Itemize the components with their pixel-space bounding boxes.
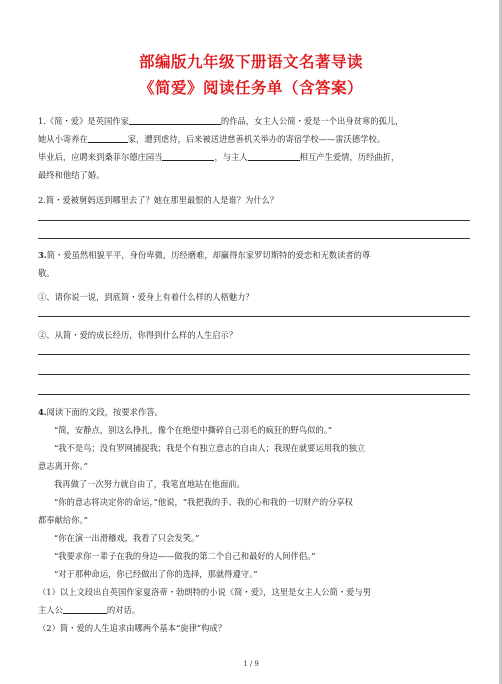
question-1 [38,112,470,184]
q3-text-1: 简・爱虽然相貌平平，身份卑微，历经磨难，却赢得东家罗切斯特的爱恋和无数读者的尊 [46,250,371,260]
q1-line-1 [38,112,470,130]
q1-blank-author[interactable] [129,114,221,125]
passage-line: 都奉献给你。” [38,515,88,525]
q1-text-e: 毕业后，应聘来到桑菲尔德庄园当 [38,152,163,162]
q3-sub-2: ②、从简・爱的成长经历，你得到什么样的人生启示？ [38,330,238,340]
page-number: 1 / 9 [243,660,259,668]
question-2: 2.简・爱被舅妈送到哪里去了？她在那里最恨的人是谁？为什么？ [38,195,279,205]
q1-text-d: 家，遭到虐待，后来被送进慈善机关举办的寄宿学校——雷沃德学校。 [127,134,386,144]
passage-line: “你的意志将决定你的命运，”他说，“我把我的手、我的心和我的一切财产的分享权 [54,497,353,507]
question-3 [38,246,470,282]
q1-text-a: 1.《简・爱》是英国作家 [38,116,129,126]
q4-sub-1-line-2 [38,601,470,619]
q3-sub-1: ①、请你说一说，到底简・爱身上有着什么样的人格魅力？ [38,292,254,302]
q1-text-c: 她从小寄养在 [38,134,88,144]
answer-line[interactable] [38,220,470,221]
passage-line: “我要求你一辈子在我的身边——做我的第二个自己和最好的人间伴侣。” [54,551,316,561]
q1-line-4: 最终和他结了婚。 [38,170,105,180]
q4-sub-1-line-1: （1）以上文段出自英国作家夏洛蒂・勃朗特的小说《简・爱》，这里是女主人公简・爱与男 [38,587,372,597]
passage-line: “对于那种命运，你已经做出了你的选择，那就得遵守。” [54,569,258,579]
answer-line[interactable] [38,354,470,355]
page-title: 部编版九年级下册语文名著导读 [138,52,363,71]
passage-line: “简，安静点，别这么挣扎，像个在绝望中撕碎自己羽毛的疯狂的野鸟似的。” [54,425,333,435]
q1-blank-master[interactable] [248,150,300,161]
q4-intro-line [38,403,470,421]
q1-blank-family[interactable] [88,132,128,143]
answer-line[interactable] [38,316,470,317]
q1-text-f: ，与主人 [214,152,248,162]
answer-line[interactable] [38,374,470,375]
passage-line: 我再做了一次努力就自由了，我笔直地站在他面前。 [54,479,245,489]
answer-line[interactable] [38,394,470,395]
q1-text-b: 的作品，女主人公简・爱是一个出身贫寒的孤儿， [220,116,404,126]
q1-line-2 [38,130,470,148]
question-4 [38,403,470,637]
q4-blank-hero[interactable] [63,603,107,614]
passage-line: 意志离开你。” [38,461,88,471]
q3-line-1 [38,246,470,264]
q4-number: 4. [38,407,47,417]
q1-blank-job[interactable] [162,150,214,161]
passage-line: “我不是鸟；没有罗网捕捉我；我是个有独立意志的自由人；我现在就要运用我的独立 [54,443,366,453]
q4-sub-1-text-a: 主人公 [38,605,63,615]
q4-sub-2: （2）简・爱的人生追求由哪两个基本“旋律”构成？ [38,623,226,633]
answer-line[interactable] [38,238,470,239]
q4-intro: 阅读下面的文段，按要求作答。 [46,407,163,417]
q3-line-2: 敬。 [38,268,55,278]
q4-sub-1-text-b: 的对话。 [106,605,141,615]
q3-number: 3. [38,250,47,260]
page-subtitle: 《简爱》阅读任务单（含答案） [138,78,363,97]
passage-line: “你在演一出滑稽戏，我看了只会发笑。” [54,533,200,543]
q1-text-g: 相互产生爱情，历经曲折， [299,152,400,162]
q1-line-3 [38,148,470,166]
